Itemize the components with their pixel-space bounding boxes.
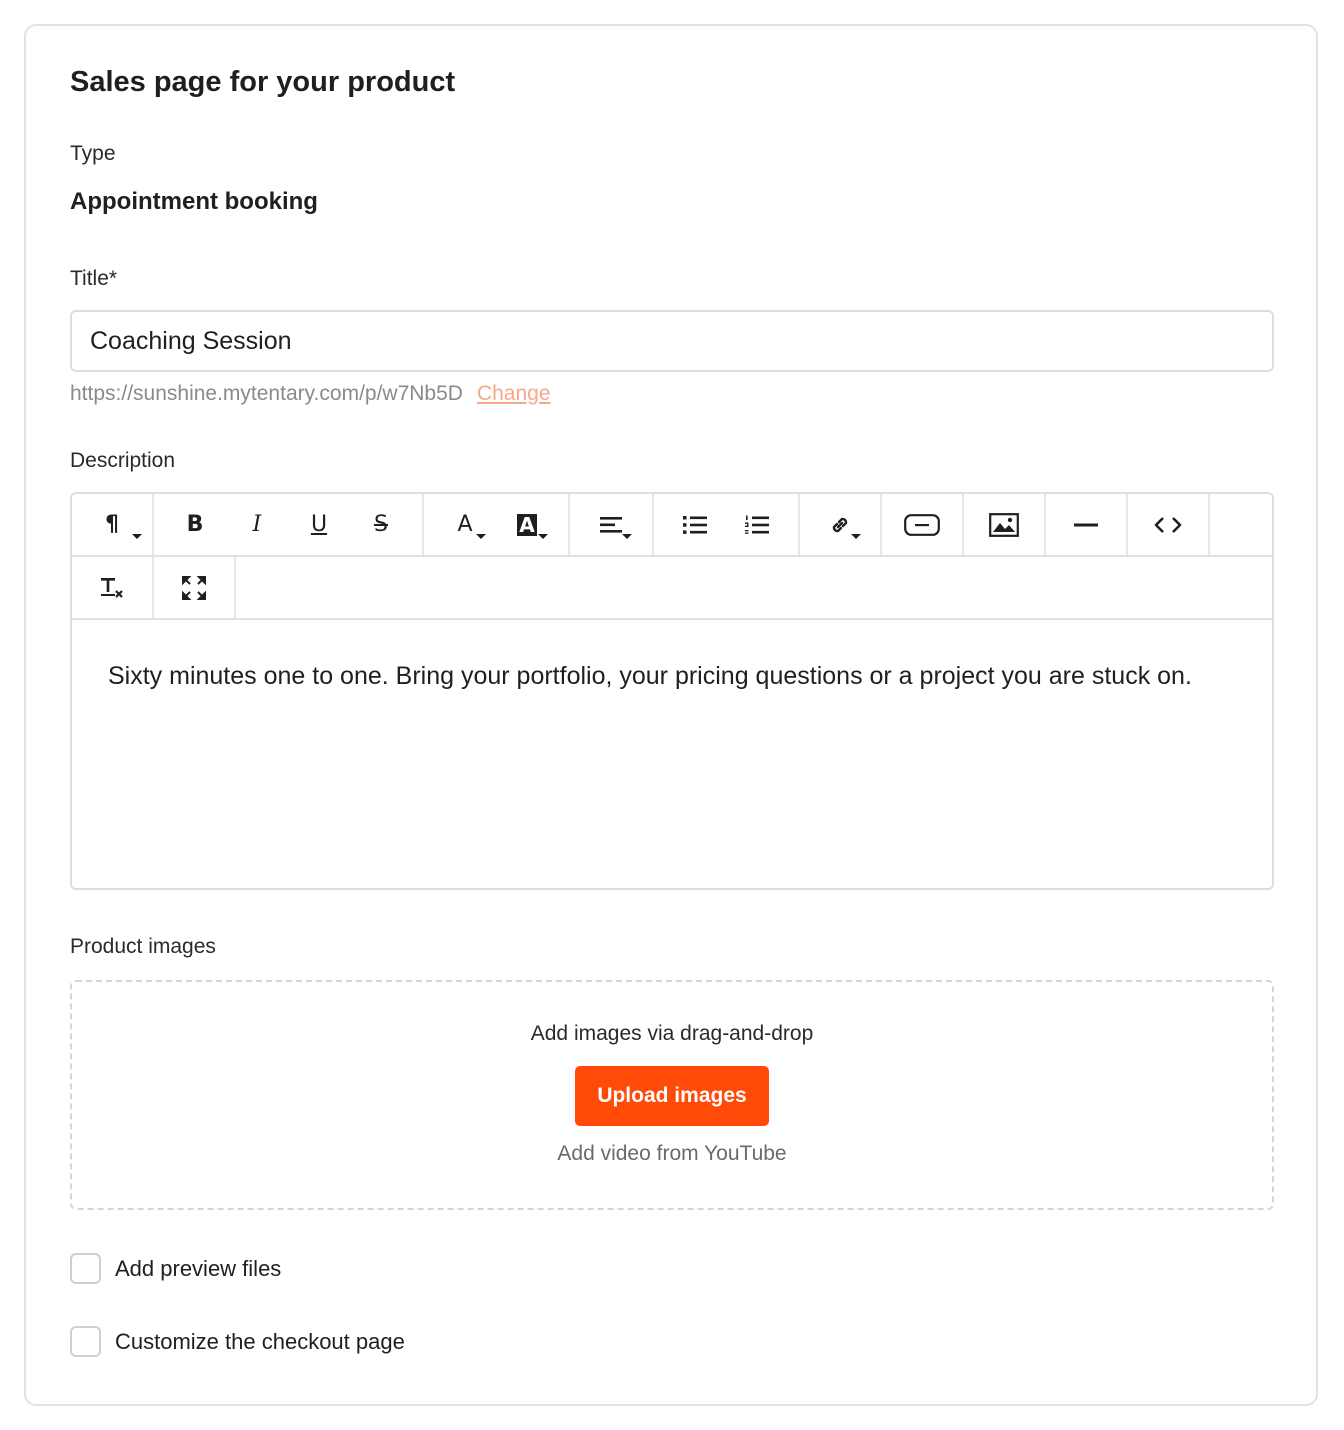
chevron-down-icon: [622, 534, 632, 539]
description-text: Sixty minutes one to one. Bring your portfolio, your pricing questions or a project you are stuck on.: [108, 662, 1192, 690]
option-customize-checkout[interactable]: [70, 1326, 405, 1357]
title-input[interactable]: [70, 310, 1274, 372]
numbered-list-icon: [745, 515, 769, 535]
toolbar-group-align: [570, 494, 654, 555]
background-color-button[interactable]: [496, 494, 558, 555]
numbered-list-button[interactable]: [726, 494, 788, 555]
editor-toolbar-row-1: [72, 494, 1272, 557]
button-icon: [904, 514, 940, 536]
product-url-row: [70, 382, 551, 406]
source-code-button[interactable]: [1137, 494, 1199, 555]
image-dropzone[interactable]: [70, 980, 1274, 1210]
sales-page-card: [24, 24, 1318, 1406]
text-color-button[interactable]: [434, 494, 496, 555]
align-left-icon: [600, 516, 622, 534]
chevron-down-icon: [476, 534, 486, 539]
clear-formatting-button[interactable]: [81, 557, 143, 618]
type-label: Type: [70, 142, 116, 165]
customize-checkout-label: Customize the checkout page: [115, 1328, 405, 1354]
bullet-list-button[interactable]: [664, 494, 726, 555]
add-youtube-video-link[interactable]: Add video from YouTube: [557, 1142, 787, 1165]
dropzone-hint: Add images via drag-and-drop: [530, 1022, 814, 1045]
horizontal-rule-icon: [1074, 522, 1098, 528]
toolbar-group-code: [1128, 494, 1210, 555]
insert-button-button[interactable]: [891, 494, 953, 555]
toolbar-group-paragraph: [72, 494, 154, 555]
chevron-down-icon: [851, 534, 861, 539]
align-button[interactable]: [580, 494, 642, 555]
insert-image-button[interactable]: [973, 494, 1035, 555]
page-title: Sales page for your product: [70, 66, 456, 98]
type-value: Appointment booking: [70, 188, 318, 215]
customize-checkout-checkbox[interactable]: [70, 1326, 101, 1357]
toolbar-group-button: [882, 494, 964, 555]
bullet-list-icon: [683, 515, 707, 535]
fullscreen-icon: [181, 575, 207, 601]
description-label: Description: [70, 449, 176, 472]
toolbar-group-divider: [1046, 494, 1128, 555]
toolbar-group-fullscreen: [154, 557, 236, 618]
toolbar-group-text-style: [154, 494, 424, 555]
rich-text-editor: [70, 492, 1274, 890]
chevron-down-icon: [538, 534, 548, 539]
product-images-label: Product images: [70, 935, 216, 958]
chevron-down-icon: [132, 534, 142, 539]
toolbar-group-lists: [654, 494, 800, 555]
toolbar-group-clear: [72, 557, 154, 618]
fullscreen-button[interactable]: [163, 557, 225, 618]
upload-images-button[interactable]: Upload images: [575, 1066, 769, 1126]
option-add-preview-files[interactable]: [70, 1253, 281, 1284]
editor-toolbar-row-2: [72, 557, 1272, 620]
strikethrough-icon: S: [374, 512, 388, 537]
preview-files-checkbox[interactable]: [70, 1253, 101, 1284]
image-icon: [989, 513, 1019, 537]
code-icon: [1154, 516, 1182, 534]
toolbar-group-image: [964, 494, 1046, 555]
product-url: https://sunshine.mytentary.com/p/w7Nb5D: [70, 382, 463, 405]
insert-link-button[interactable]: [809, 494, 871, 555]
text-color-icon: A: [457, 512, 473, 537]
bold-icon: B: [186, 512, 204, 537]
paragraph-format-button[interactable]: [72, 494, 152, 555]
title-label: Title*: [70, 267, 118, 290]
clear-formatting-icon: [99, 576, 125, 600]
italic-button[interactable]: [226, 494, 288, 555]
strikethrough-button[interactable]: [350, 494, 412, 555]
link-icon: [828, 513, 852, 537]
paragraph-icon: ¶: [105, 512, 119, 537]
editor-content[interactable]: [72, 622, 1272, 888]
horizontal-rule-button[interactable]: [1055, 494, 1117, 555]
background-color-icon: A: [519, 512, 535, 537]
underline-button[interactable]: [288, 494, 350, 555]
toolbar-group-link: [800, 494, 882, 555]
toolbar-group-colors: [424, 494, 570, 555]
change-url-link[interactable]: Change: [476, 382, 551, 405]
italic-icon: I: [252, 512, 262, 537]
bold-button[interactable]: [164, 494, 226, 555]
preview-files-label: Add preview files: [115, 1255, 282, 1281]
underline-icon: U: [310, 512, 328, 537]
